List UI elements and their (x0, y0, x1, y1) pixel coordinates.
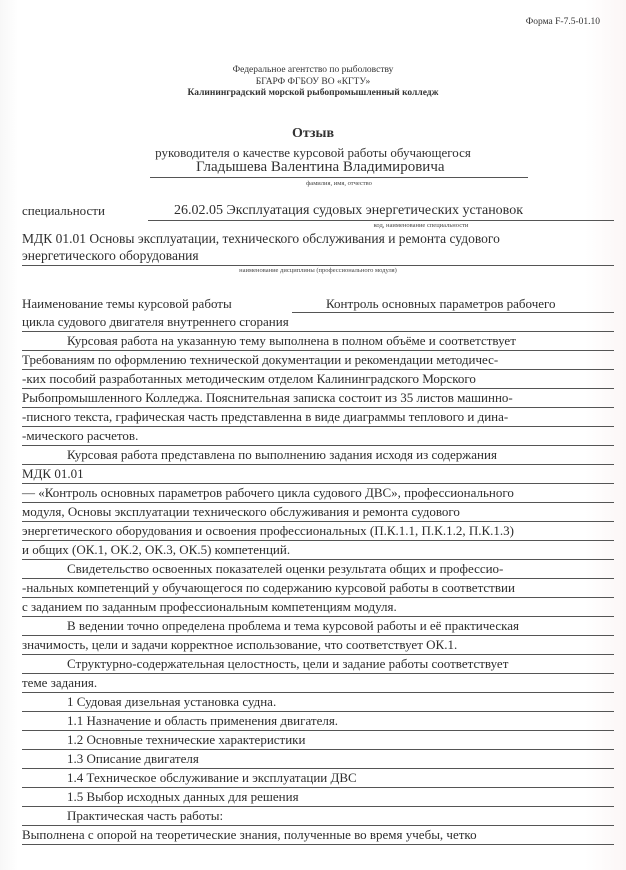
discipline-line-1: МДК 01.01 Основы эксплуатации, технического обслуживания и ремонта судового (22, 231, 500, 246)
body-line: теме задания. (22, 674, 614, 693)
body-line: МДК 01.01 (22, 465, 614, 484)
discipline-line-2: энергетического оборудования (22, 248, 199, 263)
body-line: Выполнена с опорой на теоретические знания, полученные во время учебы, четко (22, 826, 614, 845)
body-line: Курсовая работа представлена по выполнению задания исходя из содержания (22, 446, 614, 465)
body-line: -писного текста, графическая часть представленна в виде диаграммы теплового и дина- (22, 408, 614, 427)
discipline-underline (22, 265, 614, 266)
body-line: Требованиям по оформлению технической документации и рекомендации методичес- (22, 351, 614, 370)
topic-label: Наименование темы курсовой работы (22, 296, 232, 311)
student-name-caption: фамилия, имя, отчество (306, 180, 372, 187)
org-college: Калининградский морской рыбопромышленный колледж (187, 88, 439, 98)
toc-item: 1 Судовая дизельная установка судна. (22, 693, 614, 712)
body-line: Курсовая работа на указанную тему выполнена в полном объёме и соответствует (22, 332, 614, 351)
body-line: -мического расчетов. (22, 427, 614, 446)
org-agency: Федеральное агентство по рыболовству (232, 65, 394, 75)
specialty-value: 26.02.05 Эксплуатация судовых энергетических установок (174, 203, 524, 218)
toc-item: 1.1 Назначение и область применения двигателя. (22, 712, 614, 731)
org-university: БГАРФ ФГБОУ ВО «КГТУ» (255, 76, 371, 87)
body-line: Свидетельство освоенных показателей оценки результата общих и профессио- (22, 560, 614, 579)
body-line: Рыбопромышленного Колледжа. Пояснительная записка состоит из 35 листов машинно- (22, 389, 614, 408)
organization-header (0, 65, 626, 100)
toc-item: 1.4 Техническое обслуживание и эксплуатации ДВС (22, 769, 614, 788)
document-title: Отзыв (291, 126, 335, 141)
toc-item: 1.3 Описание двигателя (22, 750, 614, 769)
student-name-underline (150, 177, 528, 178)
body-line: -нальных компетенций у обучающегося по содержанию курсовой работы в соответствии (22, 579, 614, 598)
body-line: энергетического оборудования и освоения профессиональных (П.К.1.1, П.К.1.2, П.К.1.3) (22, 522, 614, 541)
body-line: и общих (ОК.1, ОК.2, ОК.3, ОК.5) компетенций. (22, 541, 614, 560)
body-line: с заданием по заданным профессиональным компетенциям модуля. (22, 598, 614, 617)
body-line: Структурно-содержательная целостность, цели и задание работы соответствует (22, 655, 614, 674)
body-line: В ведении точно определена проблема и тема курсовой работы и её практическая (22, 617, 614, 636)
discipline-caption: наименование дисциплины (профессионального модуля) (239, 267, 397, 274)
topic-value-line-2: цикла судового двигателя внутреннего сгорания (22, 313, 614, 332)
body-line: -ких пособий разработанных методическим отделом Калининградского Морского (22, 370, 614, 389)
topic-value-line-1: Контроль основных параметров рабочего (326, 296, 556, 311)
toc-item: 1.2 Основные технические характеристики (22, 731, 614, 750)
specialty-label: специальности (22, 203, 105, 218)
form-code: Форма F-7.5-01.10 (525, 17, 600, 27)
document-subtitle: руководителя о качестве курсовой работы обучающегося (155, 145, 471, 160)
student-name: Гладышева Валентина Владимировича (196, 159, 445, 175)
specialty-underline (148, 220, 614, 221)
body-line: модуля, Основы эксплуатации технического обслуживания и ремонта судового (22, 503, 614, 522)
body-line: значимость, цели и задачи корректное использование, что соответствует ОК.1. (22, 636, 614, 655)
body-line: — «Контроль основных параметров рабочего цикла судового ДВС», профессионального (22, 484, 614, 503)
specialty-caption: код, наименование специальности (373, 222, 469, 229)
toc-item: 1.5 Выбор исходных данных для решения (22, 788, 614, 807)
body-line: Практическая часть работы: (22, 807, 614, 826)
